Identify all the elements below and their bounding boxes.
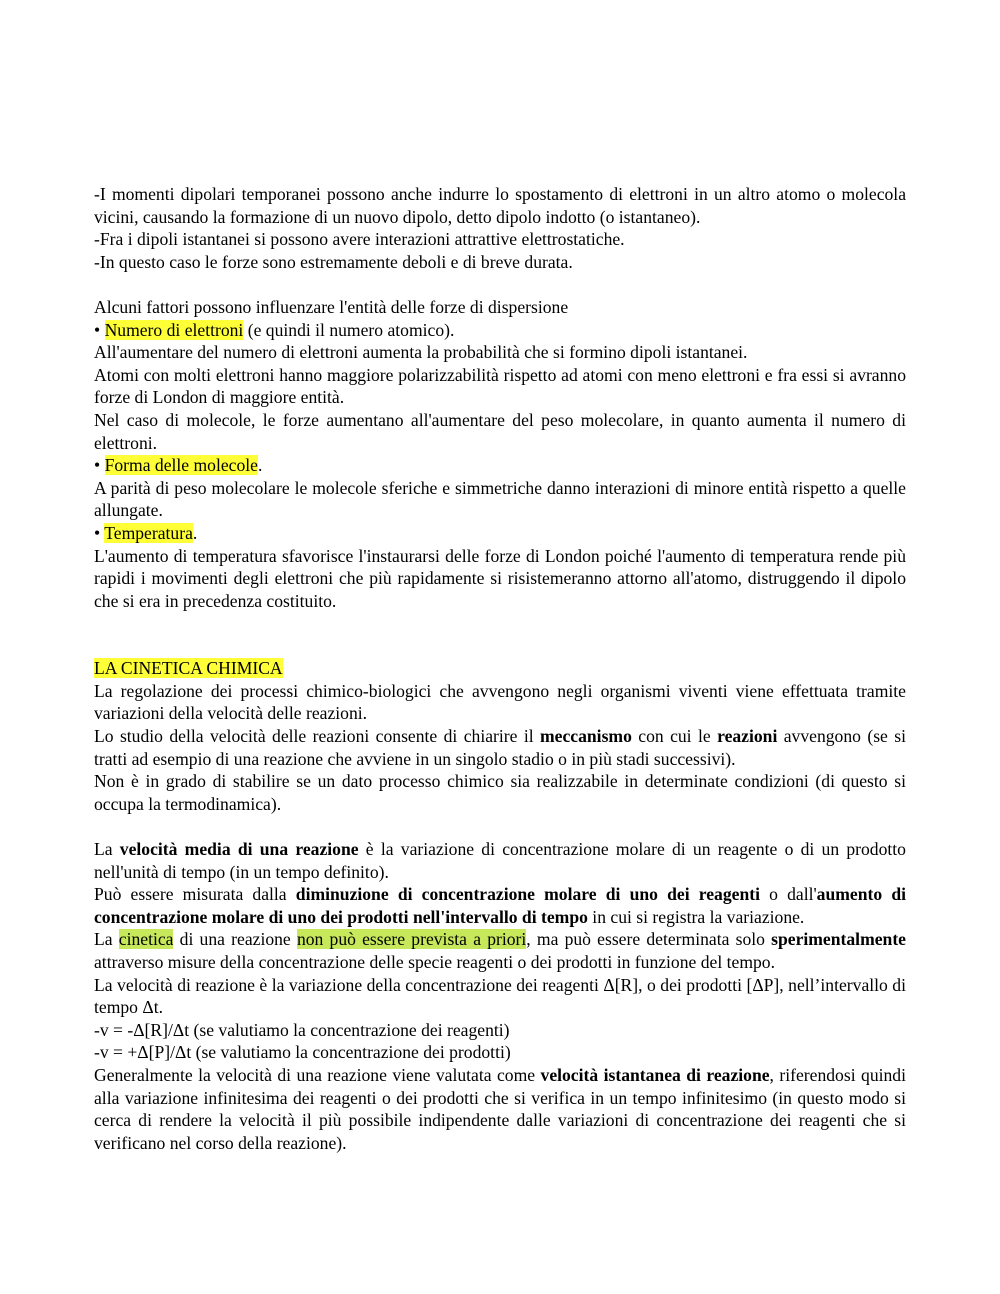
spacer [94, 273, 906, 296]
text-run: , ma può essere determinata solo [526, 929, 772, 950]
paragraph-weak-forces: -In questo caso le forze sono estremamente deboli e di breve durata. [94, 251, 573, 272]
paragraph-electrons-3: Nel caso di molecole, le forze aumentano all'aumentare del peso molecolare, in quanto aumenta il numero di elettroni. [94, 409, 906, 453]
bold-meccanismo: meccanismo [540, 726, 632, 747]
text-run: Lo studio della velocità delle reazioni consente di chiarire il [94, 726, 541, 747]
paragraph-mechanism [94, 725, 906, 770]
paragraph-electrons-1: All'aumentare del numero di elettroni aumenta la probabilità che si formino dipoli istantanei. [94, 342, 748, 363]
highlight-cinetica: cinetica [118, 929, 174, 950]
factor-electrons-rest: (e quindi il numero atomico). [243, 319, 455, 340]
paragraph-electrons-2: Atomi con molti elettroni hanno maggiore polarizzabilità rispetto ad atomi con meno elettroni e fra essi si avranno forze di London di maggiore entità. [94, 364, 906, 408]
paragraph-kinetics [94, 928, 906, 973]
bold-instant-rate: velocità istantanea di reazione [540, 1064, 770, 1085]
factor-temperature [94, 522, 906, 545]
paragraph-temperature-1: L'aumento di temperatura sfavorisce l'instaurarsi delle forze di London poiché l'aumento di temperatura rende più rapidi i movimenti degli elettroni che più rapidamente si risistemeranno attorno all'atomo, distruggendo il dipolo che si era in precedenza costituito. [94, 545, 906, 611]
text-run: Può essere misurata dalla [94, 884, 296, 905]
factor-shape [94, 454, 906, 477]
document-page [94, 183, 906, 1154]
text-run: Generalmente la velocità di una reazione viene valutata come [94, 1064, 541, 1085]
factor-temperature-rest: . [192, 522, 198, 543]
section-heading [94, 657, 906, 680]
formula-products: -v = +Δ[P]/Δt (se valutiamo la concentrazione dei prodotti) [94, 1042, 511, 1063]
paragraph-induced-dipole: -I momenti dipolari temporanei possono anche indurre lo spostamento di elettroni in un altro atomo o molecola vicini, causando la formazione di un nuovo dipolo, detto dipolo indotto (o istantaneo). [94, 184, 906, 227]
heading-cinetica: LA CINETICA CHIMICA [94, 658, 283, 679]
bold-experimentally: sperimentalmente [771, 929, 906, 950]
bold-decrease: diminuzione di concentrazione molare di uno dei reagenti [295, 884, 760, 905]
spacer [94, 612, 906, 657]
highlight-electrons: Numero di elettroni [104, 319, 244, 340]
highlight-shape: Forma delle molecole [104, 455, 258, 476]
paragraph-thermodynamics: Non è in grado di stabilire se un dato processo chimico sia realizzabile in determinate condizioni (di questo si occupa la termodinamica). [94, 771, 906, 814]
text-run: è la variazione di concentrazione molare di un reagente o di un prodotto nell'unità di tempo (in un tempo definito). [94, 839, 906, 882]
highlight-not-predictable: non può essere prevista a priori [296, 929, 527, 950]
text-run: di una reazione [173, 929, 297, 950]
text-run: La [94, 929, 119, 950]
text-run: , riferendosi quindi alla variazione infinitesima dei reagenti o dei prodotti che si verifica in un tempo infinitesimo (in questo modo si cerca di rendere la velocità il più possibile indipendente dalle variazioni di concentrazione dei reagenti che si verificano nel corso della reazione). [94, 1064, 906, 1153]
paragraph-instant-dipoles: -Fra i dipoli istantanei si possono avere interazioni attrattive elettrostatiche. [94, 229, 625, 250]
bold-reazioni: reazioni [717, 726, 778, 747]
text-run: con cui le [631, 726, 718, 747]
spacer [94, 815, 906, 838]
text-run: attraverso misure della concentrazione delle specie reagenti o dei prodotti in funzione del tempo. [94, 952, 776, 972]
paragraph-rate-definition: La velocità di reazione è la variazione della concentrazione dei reagenti Δ[R], o dei prodotti [ΔP], nell’intervallo di tempo Δt. [94, 974, 906, 1018]
bold-average-rate: velocità media di una reazione [119, 839, 359, 860]
formula-reagents: -v = -Δ[R]/Δt (se valutiamo la concentrazione dei reagenti) [94, 1019, 510, 1040]
bullet: • [94, 455, 105, 476]
text-run: in cui si registra la variazione. [587, 906, 805, 927]
text-run: avvengono (se si tratti ad esempio di una reazione che avviene in un singolo stadio o in più stadi successivi). [94, 726, 906, 769]
paragraph-measurement [94, 883, 906, 928]
bold-increase: aumento di concentrazione molare di uno dei prodotti nell'intervallo di tempo [94, 884, 906, 927]
paragraph-shape-1: A parità di peso molecolare le molecole sferiche e simmetriche danno interazioni di minore entità rispetto a quelle allungate. [94, 477, 906, 521]
paragraph-factors-intro: Alcuni fattori possono influenzare l'entità delle forze di dispersione [94, 296, 569, 317]
text-run: o dall' [760, 884, 817, 905]
text-run: La [94, 839, 120, 860]
factor-shape-rest: . [257, 455, 263, 476]
paragraph-average-rate [94, 838, 906, 883]
bullet: • [94, 319, 105, 340]
paragraph-instant-rate [94, 1064, 906, 1154]
paragraph-regulation: La regolazione dei processi chimico-biologici che avvengono negli organismi viventi viene effettuata tramite variazioni della velocità delle reazioni. [94, 680, 906, 724]
highlight-temperature: Temperatura [104, 522, 193, 543]
factor-electrons [94, 319, 906, 342]
bullet: • [94, 522, 105, 543]
